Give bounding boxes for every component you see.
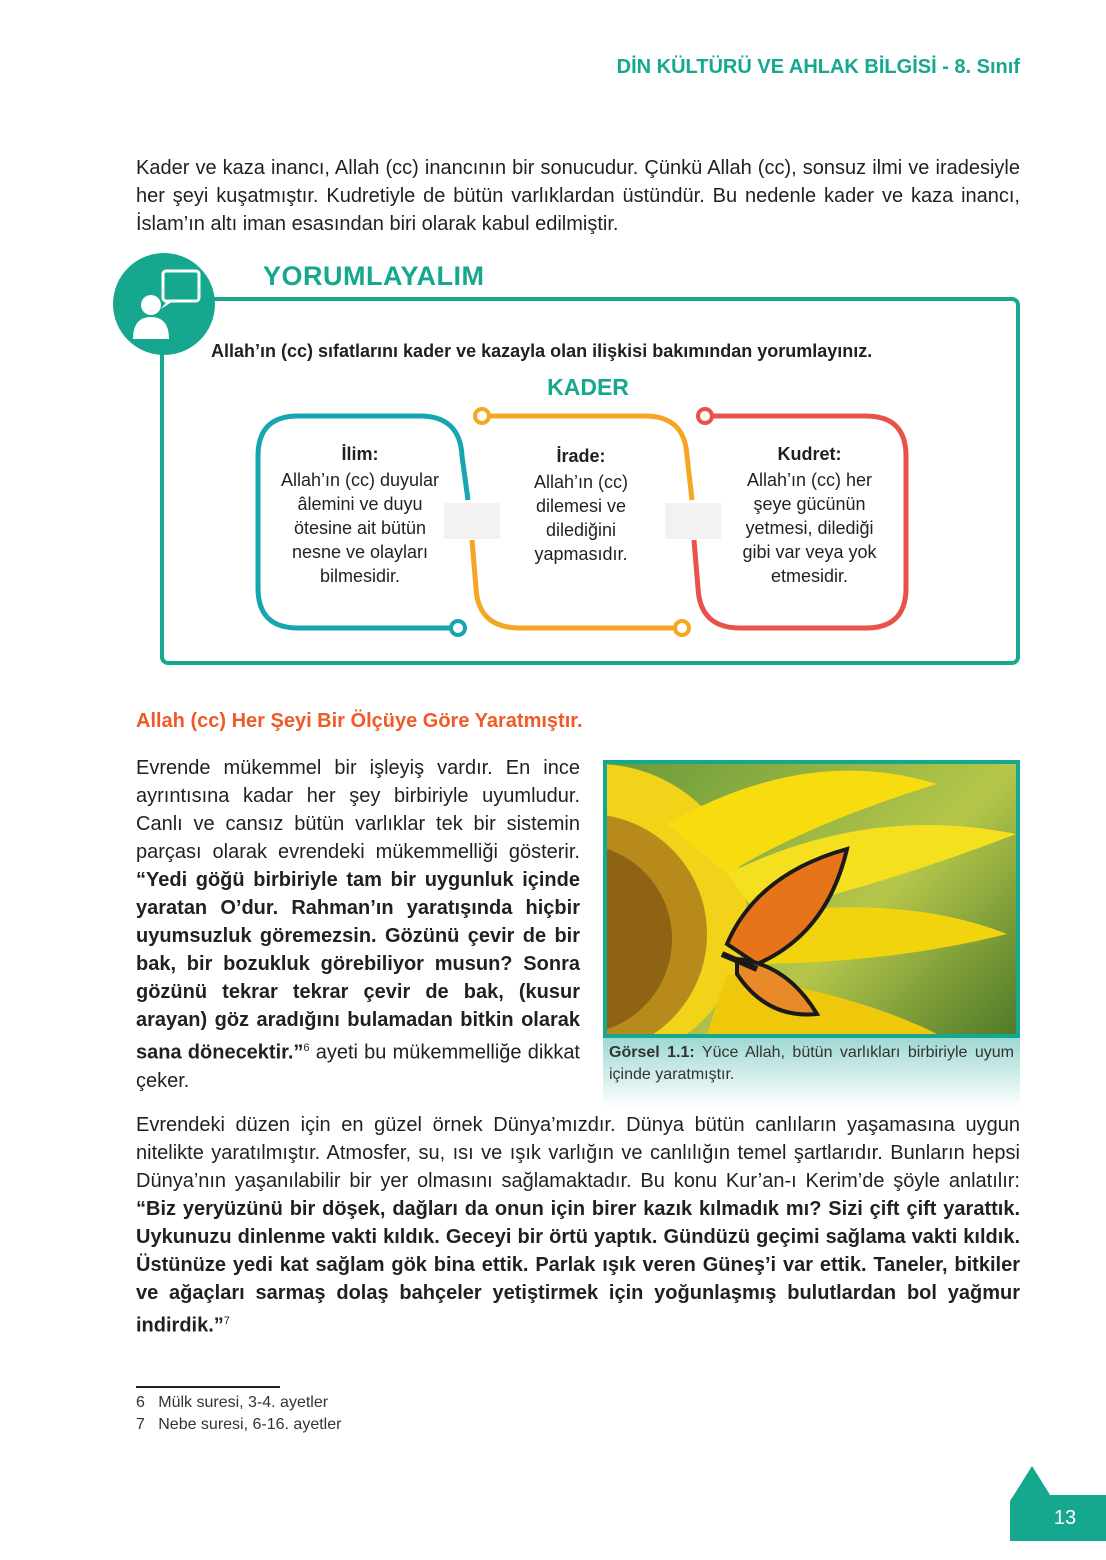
body-text	[136, 754, 1020, 1339]
card-irade	[520, 444, 642, 566]
figure-caption	[603, 1038, 1020, 1108]
caption-label: Görsel 1.1:	[609, 1044, 695, 1061]
kudret-dot	[698, 409, 712, 423]
p3-text: Evrendeki düzen için en güzel örnek Dünya’mızdır. Dünya bütün canlıların yaşamasına uygun nitelikte yaratılmıştır. Atmosfer, su, ısı ve ışık varlığın ve canlılığın temel şartlarıdır. Bunların hepsi Dünya’nın yaşanılabilir bir yer olmasını sağlamaktadır. Bu konu Kur’an-ı Kerim’de şöyle anlatılır:	[136, 1113, 1020, 1192]
intro-paragraph: Kader ve kaza inancı, Allah (cc) inancının bir sonucudur. Çünkü Allah (cc), sonsuz ilmi ve iradesiyle her şeyi kuşatmıştır. Kudretiyle de bütün varlıklardan üstündür. Bu nedenle kader ve kaza inancı, İslam’ın altı iman esasından biri olarak kabul edilmiştir.	[136, 157, 1020, 235]
p2-text-end: ayeti bu mükemmelliğe dikkat çeker.	[136, 1041, 580, 1092]
page-header: DİN KÜLTÜRÜ VE AHLAK BİLGİSİ - 8. Sınıf	[616, 56, 1020, 78]
footnote-divider	[136, 1386, 280, 1388]
card-text: Allah’ın (cc) dilemesi ve dilediğini yapmasıdır.	[533, 472, 629, 564]
footnote-ref-7[interactable]: 7	[223, 1314, 230, 1327]
card-ilim	[275, 442, 445, 588]
card-title: İlim:	[341, 444, 379, 464]
footnote-7: 7 Nebe suresi, 6-16. ayetler	[136, 1416, 342, 1433]
card-text: Allah’ın (cc) duyular âlemini ve duyu ötesine ait bütün nesne ve olayları bilmesidir.	[280, 470, 440, 586]
ilim-dot	[451, 621, 465, 635]
footnote-ref-6[interactable]: 6	[303, 1042, 310, 1054]
question: Allah’ın (cc) sıfatlarını kader ve kazayla olan ilişkisi bakımından yorumlayınız.	[211, 341, 873, 361]
irade-dot-bottom	[675, 621, 689, 635]
section-heading: Allah (cc) Her Şeyi Bir Ölçüye Göre Yaratmıştır.	[136, 710, 583, 732]
p3-quote: “Biz yeryüzünü bir döşek, dağları da onun için birer kazık kılmadık mı? Sizi çift çift yarattık. Uykunuzu dinlenme vakti kıldık. Geceyi bir örtü yaptık. Gündüzü geçimi sağlama vakti kıldık. Üstünüze yedi kat sağlam gök bina ettik. Parlak ışık veren Güneş’i var ettik. Taneler, bitkiler ve ağaçları sarmaş dolaş bahçeler yetiştirmek için yoğunlaşmış bulutlardan bol yağmur indirdik.”	[136, 1197, 1020, 1337]
page-number: 13	[1010, 1495, 1106, 1541]
footnote-6: 6 Mülk suresi, 3-4. ayetler	[136, 1394, 329, 1411]
sunflower-butterfly-image	[603, 760, 1020, 1038]
card-text: Allah’ın (cc) her şeye gücünün yetmesi, dilediği gibi var veya yok etmesidir.	[742, 470, 877, 586]
figure	[603, 760, 1020, 1108]
page-tab-triangle	[1012, 1466, 1052, 1498]
card-title: Kudret:	[777, 444, 842, 464]
p2-quote: “Yedi göğü birbiriyle tam bir uygunluk içinde yaratan O’dur. Rahman’ın yaratışında hiçbir uyumsuzluk göremezsin. Gözünü çevir de bir bak, bir bozukluk görebiliyor musun? Sonra gözünü tekrar tekrar çevir de bak, (kusur arayan) göz aradığını bulamadan bitkin olarak sana dönecektir.”	[136, 869, 580, 1064]
p2-text: Evrende mükemmel bir işleyiş vardır. En ince ayrıntısına kadar her şey birbiriyle uyumludur. Canlı ve cansız bütün varlıklar tek bir sistemin parçası olarak evrendeki mükemmelliği gösterir.	[136, 757, 580, 863]
paragraph-3	[136, 1111, 1020, 1340]
card-title: İrade:	[556, 446, 606, 466]
section-title: YORUMLAYALIM	[263, 261, 485, 291]
kader-diagram	[0, 0, 1106, 700]
caption-text: Yüce Allah, bütün varlıkları birbiriyle uyum içinde yaratmıştır.	[609, 1044, 1014, 1083]
irade-dot-top	[475, 409, 489, 423]
diagram-title: KADER	[547, 374, 629, 400]
card-kudret	[732, 442, 887, 588]
